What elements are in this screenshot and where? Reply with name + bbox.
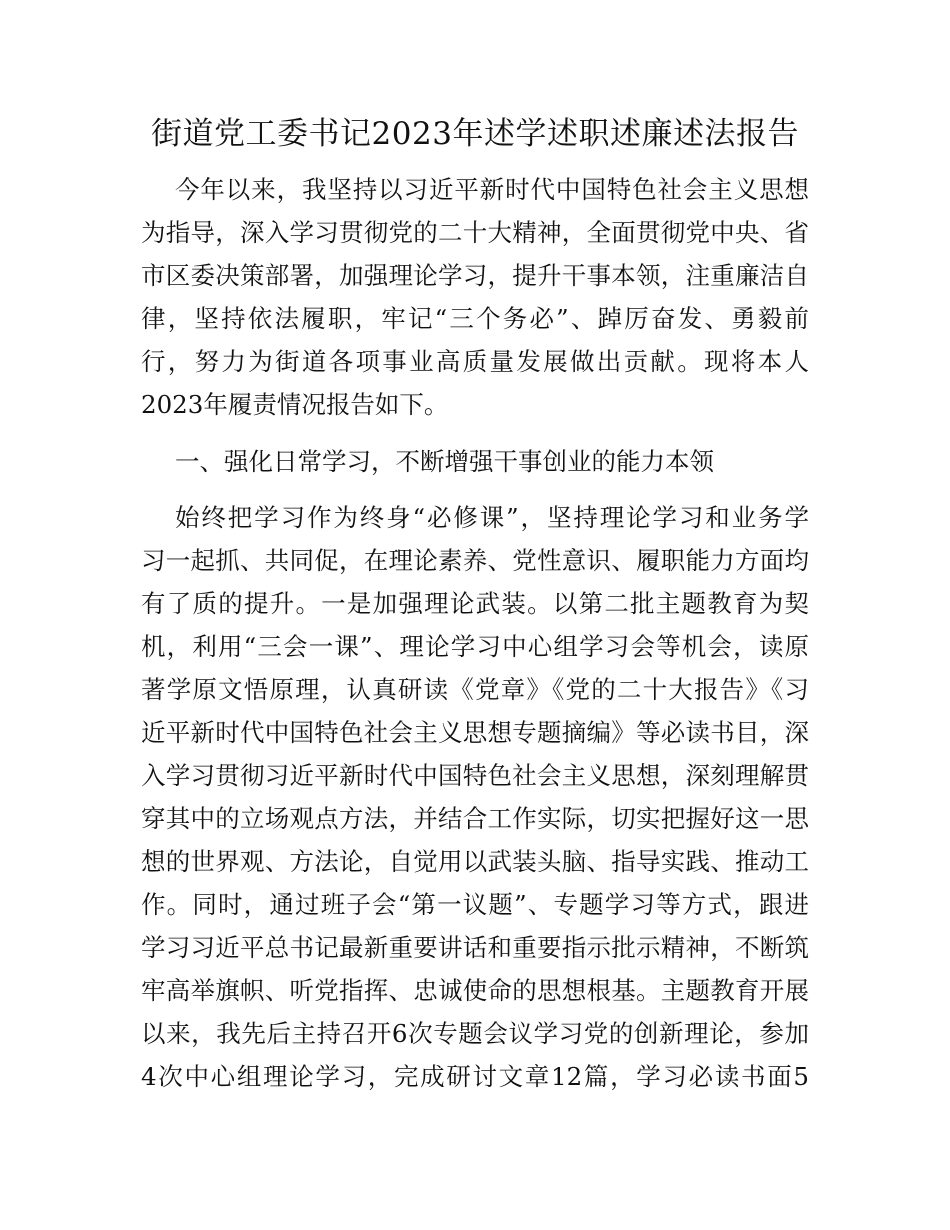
paragraph-line: 学习习近平总书记最新重要讲话和重要指示批示精神，不断筑 (141, 933, 809, 962)
paragraph-line: 机，利用“三会一课”、理论学习中心组学习会等机会，读原 (141, 632, 809, 661)
paragraph-line: 著学原文悟原理，认真研读《党章》《党的二十大报告》《习 (141, 675, 809, 704)
paragraph-line: 入学习贯彻习近平新时代中国特色社会主义思想，深刻理解贯 (141, 761, 809, 790)
paragraph-line: 牢高举旗帜、听党指挥、忠诚使命的思想根基。主题教育开展 (141, 976, 809, 1005)
paragraph-line: 为指导，深入学习贯彻党的二十大精神，全面贯彻党中央、省 (141, 218, 809, 247)
paragraph-line: 有了质的提升。一是加强理论武装。以第二批主题教育为契 (141, 589, 809, 618)
paragraph-line: 4次中心组理论学习，完成研讨文章12篇，学习必读书面5 (141, 1062, 809, 1091)
paragraph-line: 想的世界观、方法论，自觉用以武装头脑、指导实践、推动工 (141, 847, 809, 876)
document-title: 街道党工委书记2023年述学述职述廉述法报告 (151, 116, 799, 152)
paragraph-line: 始终把学习作为终身“必修课”，坚持理论学习和业务学 (175, 503, 809, 532)
paragraph-line: 穿其中的立场观点方法，并结合工作实际，切实把握好这一思 (141, 804, 809, 833)
paragraph-line: 行，努力为街道各项事业高质量发展做出贡献。现将本人 (141, 347, 809, 376)
paragraph-line: 近平新时代中国特色社会主义思想专题摘编》等必读书目，深 (141, 718, 809, 747)
paragraph-line: 习一起抓、共同促，在理论素养、党性意识、履职能力方面均 (141, 546, 809, 575)
paragraph-line: 以来，我先后主持召开6次专题会议学习党的创新理论，参加 (141, 1019, 809, 1048)
paragraph-line: 作。同时，通过班子会“第一议题”、专题学习等方式，跟进 (141, 890, 809, 919)
section-heading: 一、强化日常学习，不断增强干事创业的能力本领 (175, 447, 714, 476)
paragraph-line: 律，坚持依法履职，牢记“三个务必”、踔厉奋发、勇毅前 (141, 304, 809, 333)
paragraph-line: 市区委决策部署，加强理论学习，提升干事本领，注重廉洁自 (141, 261, 809, 290)
paragraph-line: 今年以来，我坚持以习近平新时代中国特色社会主义思想 (175, 175, 809, 204)
paragraph-line: 2023年履责情况报告如下。 (141, 390, 449, 419)
